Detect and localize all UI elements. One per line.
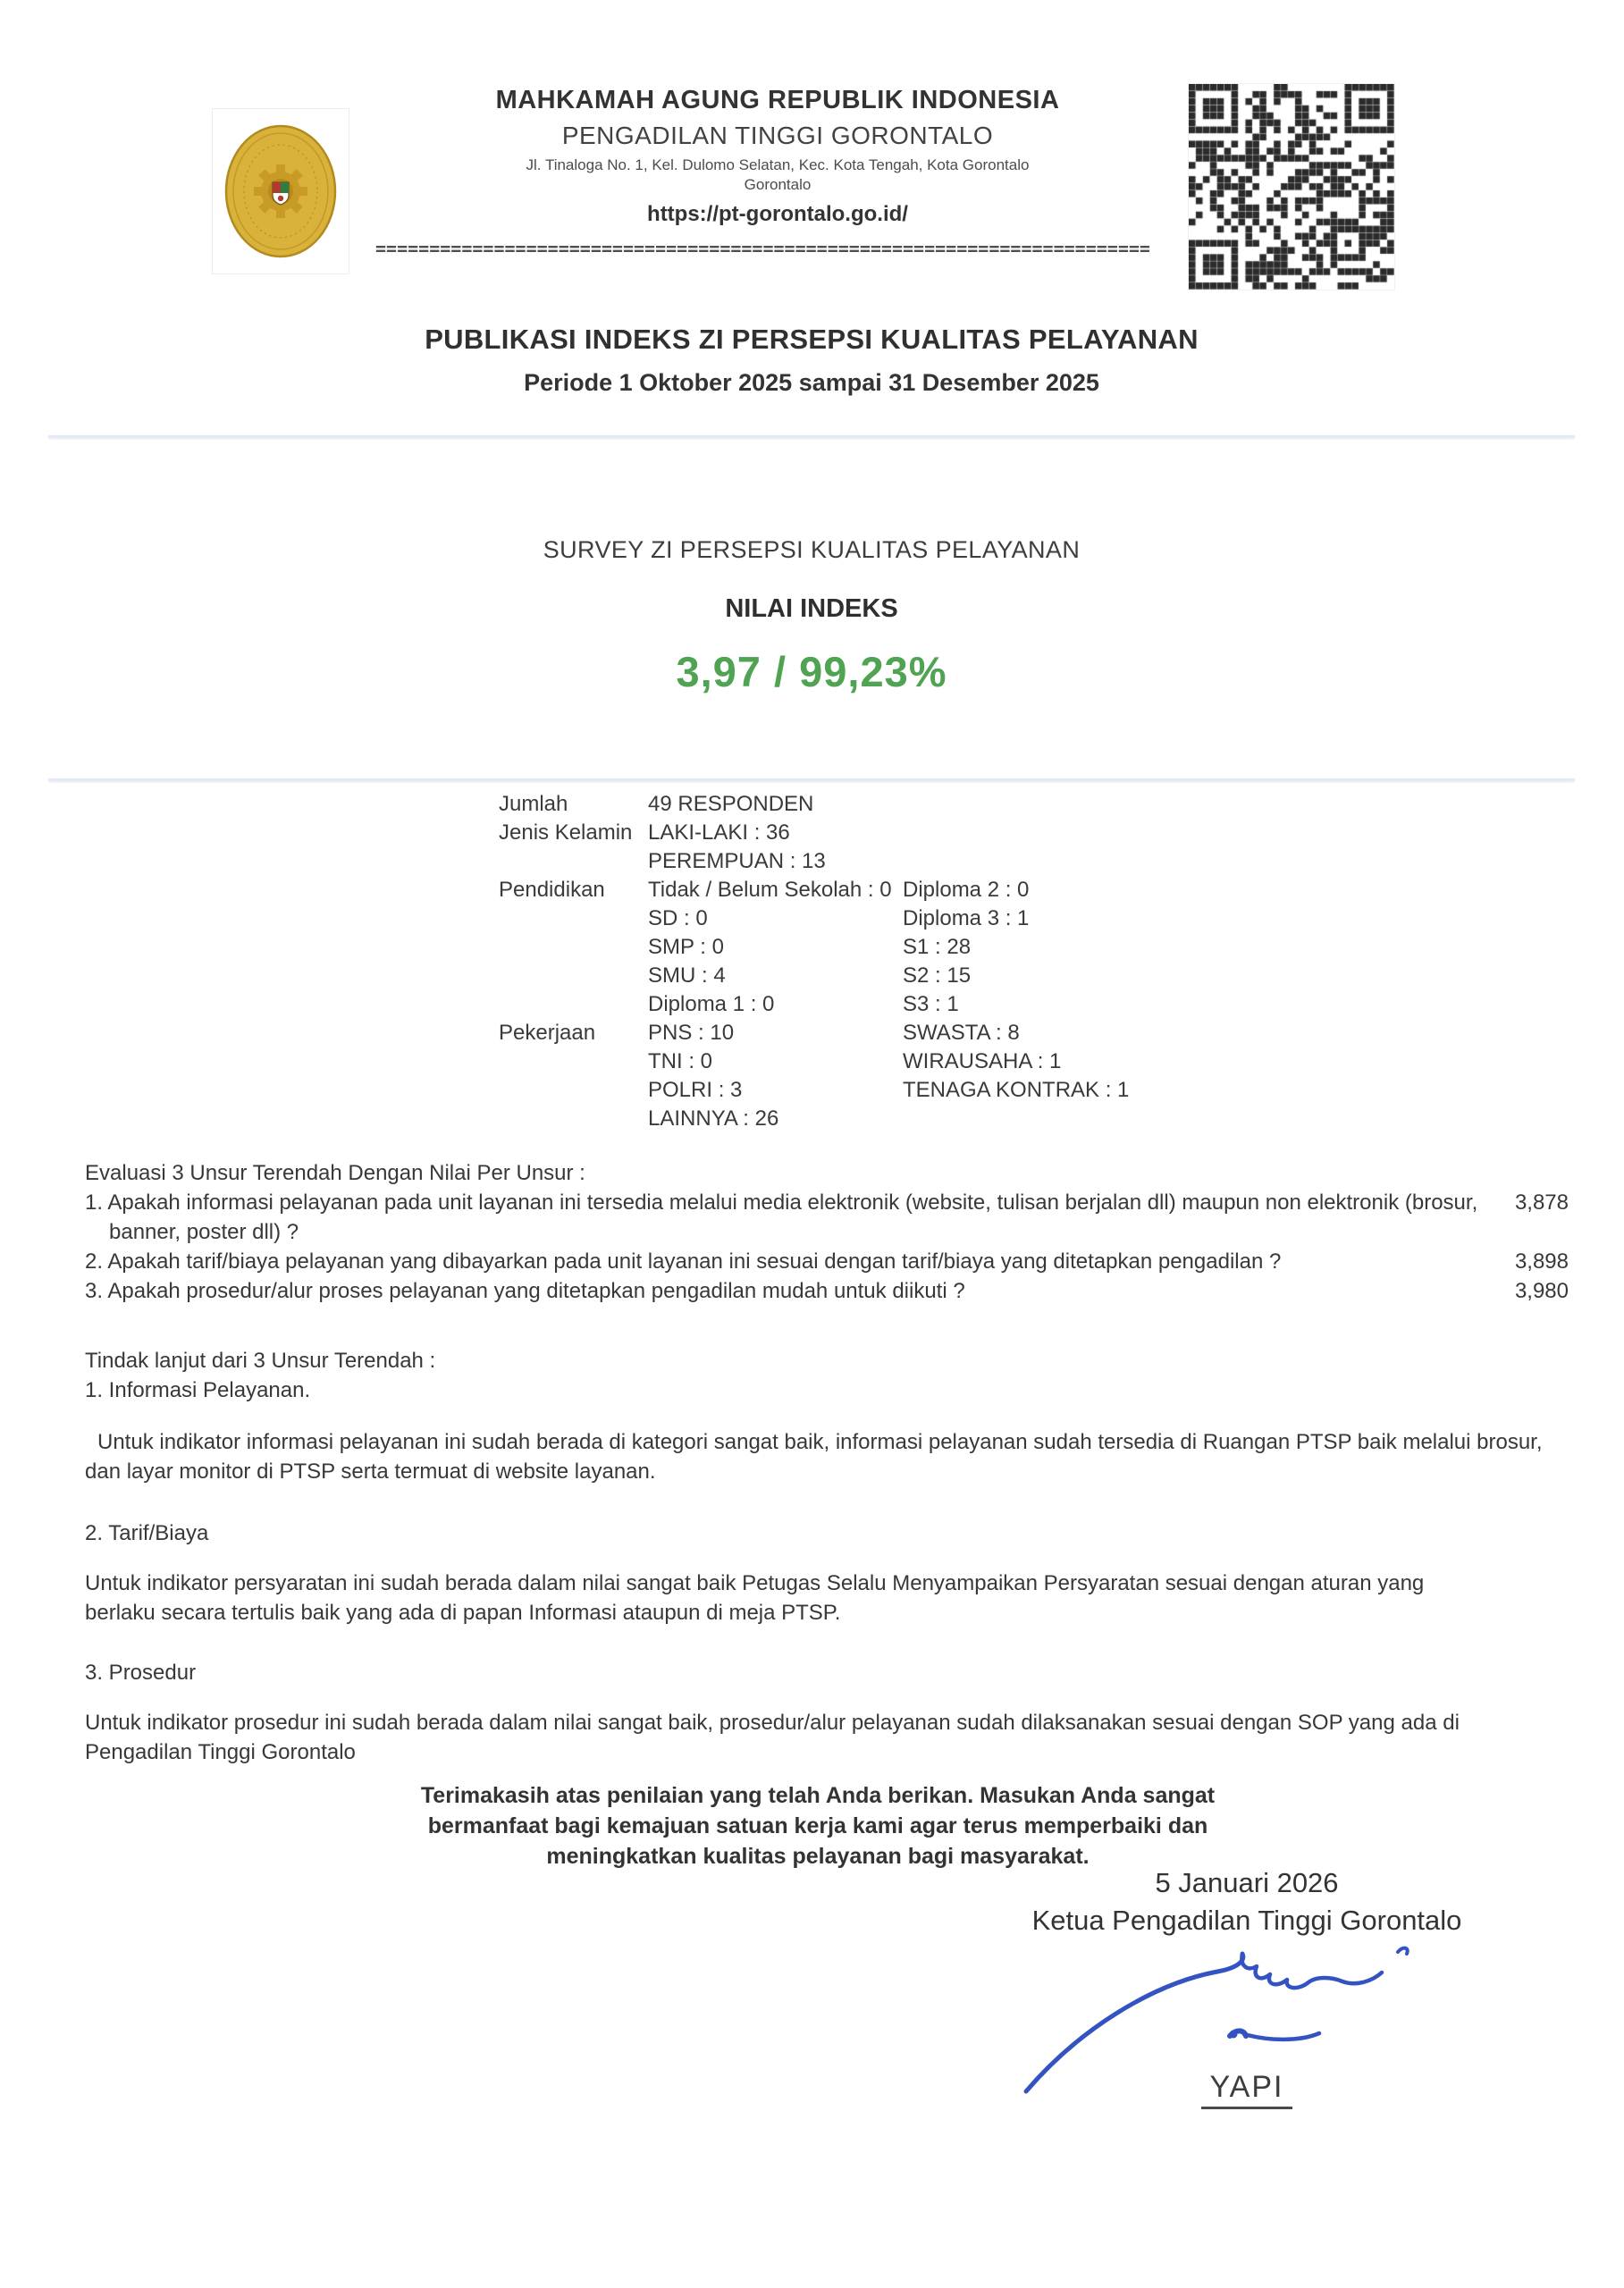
followup-title-3: 3. Prosedur — [85, 1661, 197, 1685]
org-name-line1: MAHKAMAH AGUNG REPUBLIK INDONESIA — [495, 86, 1060, 114]
qr-code-block — [1189, 84, 1394, 290]
table-row — [499, 962, 1357, 990]
evaluation-item — [85, 1188, 1569, 1247]
row-label — [499, 904, 648, 933]
signature-heading — [943, 1864, 1551, 1939]
table-row — [499, 1076, 1357, 1105]
row-value: 49 RESPONDEN — [648, 792, 814, 816]
org-address-line1: Jl. Tinaloga No. 1, Kel. Dulomo Selatan, Kec. Kota Tengah, Kota Gorontalo — [526, 156, 1030, 173]
row-value: Diploma 1 : 0 — [648, 992, 775, 1016]
row-label: Pendidikan — [499, 878, 605, 902]
followup-heading: Tindak lanjut dari 3 Unsur Terendah : — [85, 1349, 436, 1373]
title-block — [34, 324, 1589, 397]
evaluation-score: 3,898 — [1514, 1249, 1569, 1274]
evaluation-question: 1. Apakah informasi pelayanan pada unit layanan ini tersedia melalui media elektronik (website, tulisan berjalan dll) maupun non elektronik (brosur, banner, poster dll) ? — [85, 1190, 1478, 1244]
row-value: POLRI : 3 — [648, 1078, 743, 1102]
row-value: PEREMPUAN : 13 — [648, 849, 826, 873]
evaluation-question: 2. Apakah tarif/biaya pelayanan yang dibayarkan pada unit layanan ini sesuai dengan tarif/biaya yang ditetapkan pengadilan ? — [85, 1249, 1282, 1274]
followup-paragraph-2: Untuk indikator persyaratan ini sudah berada dalam nilai sangat baik Petugas Selalu Menyampaikan Persyaratan sesuai dengan aturan yang berlaku secara tertulis baik yang ada di papan Informasi ataupun di meja PTSP. — [85, 1571, 1425, 1625]
row-label: Pekerjaan — [499, 1021, 596, 1045]
evaluation-score: 3,980 — [1514, 1279, 1569, 1303]
evaluation-section — [85, 1158, 1569, 1767]
row-value2: Diploma 2 : 0 — [903, 878, 1030, 902]
row-value: LAKI-LAKI : 36 — [648, 820, 790, 845]
row-value: LAINNYA : 26 — [648, 1106, 779, 1131]
table-row — [499, 819, 1357, 847]
row-value: PNS : 10 — [648, 1021, 735, 1045]
org-address-line2: Gorontalo — [744, 176, 812, 193]
row-label — [499, 1076, 648, 1105]
signature-role: Ketua Pengadilan Tinggi Gorontalo — [1031, 1905, 1462, 1936]
survey-index-block — [34, 536, 1589, 696]
signatory-name: YAPI — [1201, 2070, 1293, 2109]
signature-date: 5 Januari 2026 — [1155, 1867, 1339, 1898]
row-label — [499, 933, 648, 962]
table-row — [499, 1019, 1357, 1047]
evaluation-item — [85, 1276, 1569, 1306]
page-period: Periode 1 Oktober 2025 sampai 31 Desember 2025 — [524, 369, 1099, 396]
row-label: Jenis Kelamin — [499, 820, 633, 845]
divider-middle — [48, 778, 1575, 781]
qr-code — [1189, 84, 1394, 290]
followup-title-1: 1. Informasi Pelayanan. — [85, 1378, 311, 1402]
row-value2 — [903, 1105, 1357, 1133]
table-row — [499, 847, 1357, 876]
row-value: SMP : 0 — [648, 935, 724, 959]
row-label: Jumlah — [499, 792, 568, 816]
row-value2: WIRAUSAHA : 1 — [903, 1049, 1062, 1073]
header-separator: ======================================================================== — [375, 238, 1150, 259]
index-label: NILAI INDEKS — [725, 594, 898, 623]
row-value: SMU : 4 — [648, 963, 726, 988]
row-value2 — [903, 819, 1357, 847]
row-label — [499, 962, 648, 990]
row-label — [499, 847, 648, 876]
evaluation-item — [85, 1247, 1569, 1276]
page-title: PUBLIKASI INDEKS ZI PERSEPSI KUALITAS PELAYANAN — [425, 324, 1199, 355]
followup-paragraph-3: Untuk indikator prosedur ini sudah berada dalam nilai sangat baik, prosedur/alur pelayanan sudah dilaksanakan sesuai dengan SOP yang ada di Pengadilan Tinggi Gorontalo — [85, 1711, 1460, 1764]
index-value: 3,97 / 99,23% — [676, 648, 947, 695]
row-value2 — [903, 790, 1357, 819]
row-label — [499, 1047, 648, 1076]
table-row — [499, 990, 1357, 1019]
row-value2: Diploma 3 : 1 — [903, 906, 1030, 930]
row-value2 — [903, 847, 1357, 876]
evaluation-question: 3. Apakah prosedur/alur proses pelayanan yang ditetapkan pengadilan mudah untuk diikuti ? — [85, 1279, 965, 1303]
row-value: TNI : 0 — [648, 1049, 713, 1073]
table-row — [499, 1105, 1357, 1133]
row-label — [499, 1105, 648, 1133]
table-row — [499, 876, 1357, 904]
table-row — [499, 1047, 1357, 1076]
row-value2: S2 : 15 — [903, 963, 972, 988]
table-row — [499, 790, 1357, 819]
row-value: Tidak / Belum Sekolah : 0 — [648, 878, 892, 902]
org-website: https://pt-gorontalo.go.id/ — [647, 202, 908, 226]
evaluation-heading: Evaluasi 3 Unsur Terendah Dengan Nilai Per Unsur : — [85, 1161, 585, 1185]
row-value2: TENAGA KONTRAK : 1 — [903, 1078, 1130, 1102]
survey-heading: SURVEY ZI PERSEPSI KUALITAS PELAYANAN — [543, 536, 1081, 563]
table-row — [499, 904, 1357, 933]
divider-top — [48, 435, 1575, 438]
row-value2: S1 : 28 — [903, 935, 972, 959]
followup-title-2: 2. Tarif/Biaya — [85, 1521, 209, 1545]
thank-you-note: Terimakasih atas penilaian yang telah Anda berikan. Masukan Anda sangat bermanfaat bagi kemajuan satuan kerja kami agar terus memperbaiki dan meningkatkan kualitas pelayanan bagi masyarakat. — [420, 1783, 1216, 1869]
table-row — [499, 933, 1357, 962]
followup-paragraph-1: Untuk indikator informasi pelayanan ini sudah berada di kategori sangat baik, informasi pelayanan sudah tersedia di Ruangan PTSP baik melalui brosur, dan layar monitor di PTSP serta termuat di website layanan. — [85, 1430, 1543, 1484]
row-label — [499, 990, 648, 1019]
respondents-table — [499, 790, 1357, 1133]
evaluation-score: 3,878 — [1514, 1190, 1569, 1215]
signatory-block — [943, 2070, 1551, 2109]
row-value2: SWASTA : 8 — [903, 1021, 1020, 1045]
row-value2: S3 : 1 — [903, 992, 959, 1016]
org-name-line2: PENGADILAN TINGGI GORONTALO — [561, 122, 994, 149]
row-value: SD : 0 — [648, 906, 708, 930]
